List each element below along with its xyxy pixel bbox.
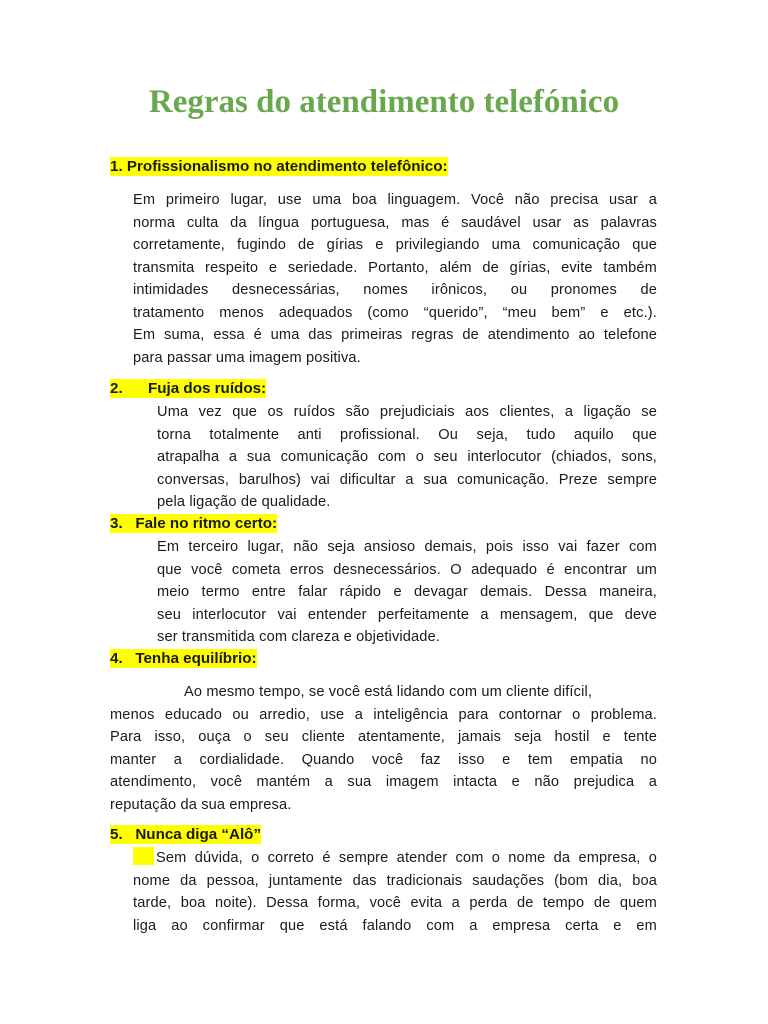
paragraph-line: seu interlocutor vai entender perfeitamente a mensagem, que deve — [157, 606, 657, 623]
section-heading-5-text: 5. Nunca diga “Alô” — [110, 826, 262, 843]
section-paragraph-4 — [110, 681, 657, 816]
paragraph-line — [133, 847, 657, 870]
section-heading-3-text: 3. Fale no ritmo certo: — [110, 515, 278, 532]
section-heading-4-text: 4. Tenha equilíbrio: — [110, 650, 257, 667]
paragraph-line: corretamente, fugindo de gírias e privilegiando uma comunicação que — [133, 237, 657, 253]
paragraph-line: nome da pessoa, juntamente das tradicionais saudações (bom dia, boa — [133, 872, 657, 889]
paragraph-line: para passar uma imagem positiva. — [133, 349, 361, 366]
paragraph-line: liga ao confirmar que está falando com a empresa certa e em — [133, 917, 657, 934]
paragraph-line: Uma vez que os ruídos são prejudiciais aos clientes, a ligação se — [157, 404, 657, 420]
paragraph-line: Em suma, essa é uma das primeiras regras de atendimento ao telefone — [133, 327, 657, 343]
paragraph-line: transmita respeito e seriedade. Portanto, além de gírias, evite também — [133, 259, 657, 276]
paragraph-line: conversas, barulhos) vai dificultar a sua comunicação. Preze sempre — [157, 471, 657, 488]
paragraph-line-text: Sem dúvida, o correto é sempre atender com o nome da empresa, o — [156, 850, 657, 866]
paragraph-line: pela ligação de qualidade. — [157, 494, 331, 510]
section-paragraph-1 — [133, 189, 657, 369]
paragraph-line: Ao mesmo tempo, se você está lidando com um cliente difícil, — [184, 684, 593, 700]
section-paragraph-5 — [133, 847, 657, 937]
paragraph-line: ser transmitida com clareza e objetividade. — [157, 629, 441, 645]
paragraph-line: Em primeiro lugar, use uma boa linguagem. Você não precisa usar a — [133, 192, 657, 208]
section-heading-1-text: 1. Profissionalismo no atendimento telefônico: — [110, 158, 448, 175]
paragraph-line: intimidades desnecessárias, nomes irônicos, ou pronomes de — [133, 282, 657, 298]
paragraph-line: meio termo entre falar rápido e devagar demais. Dessa maneira, — [157, 584, 657, 600]
paragraph-line: tarde, boa noite). Dessa forma, você evita a perda de tempo de quem — [133, 895, 657, 911]
section-paragraph-3 — [157, 536, 657, 649]
section-heading-4 — [110, 648, 257, 670]
section-heading-1 — [110, 156, 448, 178]
paragraph-line: atendimento, você mantém a sua imagem intacta e não prejudica a — [110, 774, 657, 790]
section-heading-5 — [110, 824, 261, 846]
section-paragraph-2 — [157, 401, 657, 514]
section-heading-2 — [110, 378, 266, 400]
paragraph-line: Em terceiro lugar, não seja ansioso demais, pois isso vai fazer com — [157, 539, 657, 555]
paragraph-line: atrapalha a sua comunicação com o seu interlocutor (chiados, sons, — [157, 449, 657, 465]
highlight-marker — [133, 847, 154, 865]
paragraph-line: norma culta da língua portuguesa, mas é saudável usar as palavras — [133, 214, 657, 231]
section-heading-3 — [110, 513, 277, 535]
paragraph-line: tratamento menos adequados (como “querido”, “meu bem” e etc.). — [133, 304, 657, 321]
paragraph-line: manter a cordialidade. Quando você faz isso e tem empatia no — [110, 751, 657, 768]
paragraph-line: reputação da sua empresa. — [110, 796, 292, 813]
paragraph-line: torna totalmente anti profissional. Ou seja, tudo aquilo que — [157, 426, 657, 443]
section-heading-2-text: 2. Fuja dos ruídos: — [110, 380, 267, 397]
paragraph-line: que você cometa erros desnecessários. O adequado é encontrar um — [157, 561, 657, 578]
document-title: Regras do atendimento telefónico — [148, 84, 620, 120]
paragraph-line: menos educado ou arredio, use a inteligência para contornar o problema. — [110, 706, 657, 723]
paragraph-line: Para isso, ouça o seu cliente atentamente, jamais seja hostil e tente — [110, 729, 657, 745]
